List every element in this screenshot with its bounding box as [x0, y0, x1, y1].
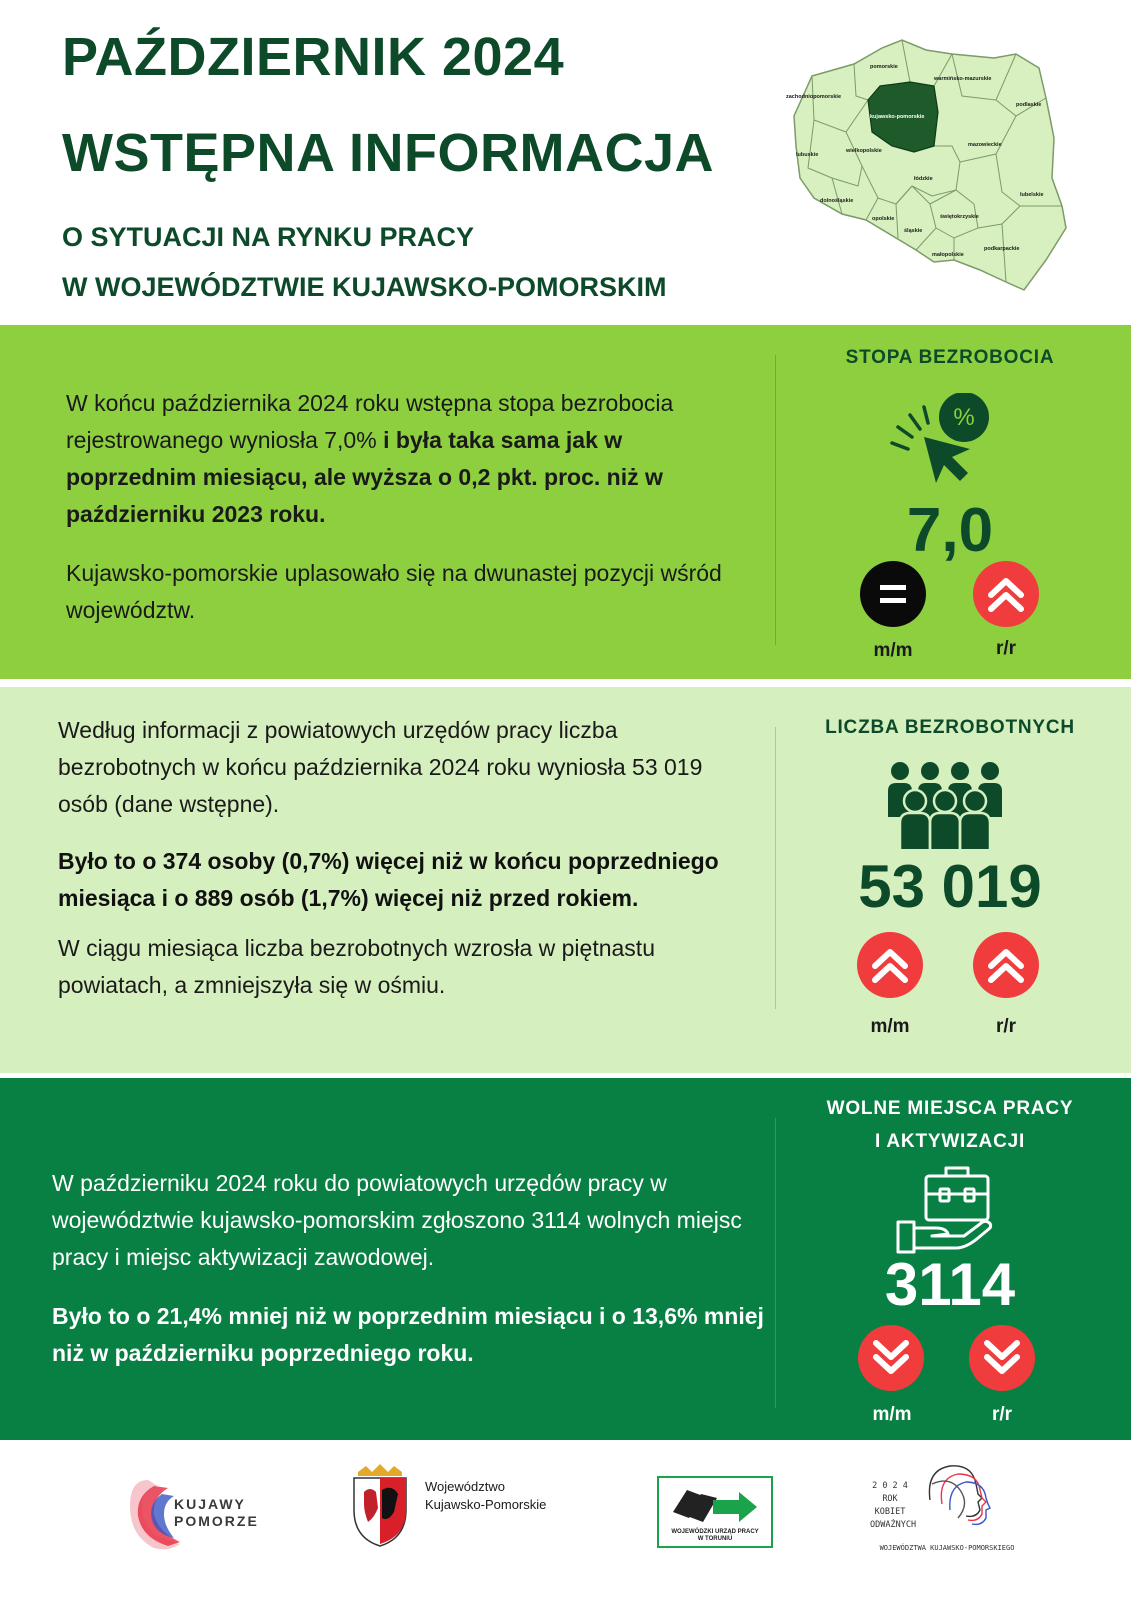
page-subtitle-secondary: W WOJEWÓDZTWIE KUJAWSKO-POMORSKIM	[62, 272, 667, 302]
rok-kobiet-subtext: WOJEWÓDZTWA KUJAWSKO-POMORSKIEGO	[879, 1544, 1015, 1552]
mm-label: m/m	[870, 1016, 910, 1037]
region-label: opolskie	[872, 216, 895, 222]
rok-kobiet-logo	[862, 1460, 1042, 1570]
unemployed-count-section	[0, 687, 1131, 1073]
region-label: warmińsko-mazurskie	[934, 76, 992, 82]
header	[0, 0, 1131, 325]
region-label: mazowieckie	[968, 142, 1002, 148]
rr-trend-up	[971, 930, 1041, 1000]
mm-label: m/m	[872, 1404, 912, 1425]
panel-title-line: I AKTYWIZACJI	[874, 1131, 1026, 1152]
rr-label: r/r	[991, 1404, 1013, 1425]
logo-text: ODWAŻNYCH	[870, 1520, 917, 1530]
rr-label: r/r	[995, 638, 1017, 659]
svg-text:%: %	[953, 404, 975, 431]
panel-title-line: WOLNE MIEJSCA PRACY	[826, 1098, 1074, 1119]
rate-value: 7,0	[906, 496, 994, 565]
logo-text: WOJEWÓDZKI URZĄD PRACY	[671, 1529, 759, 1535]
briefcase-hand-icon	[896, 1164, 996, 1256]
footer-logos	[0, 1440, 1131, 1599]
mm-trend-equal	[858, 559, 928, 629]
count-districts: W ciągu miesiąca liczba bezrobotnych wzrosła w piętnastu powiatach, a zmniejszyła się w ośmiu.	[58, 935, 655, 998]
mm-label: m/m	[873, 640, 913, 661]
people-group-icon	[884, 759, 1006, 851]
wup-arrow-icon	[669, 1482, 763, 1526]
unemployment-rate-section	[0, 325, 1131, 679]
logo-text: W TORUNIU	[697, 1536, 733, 1542]
poland-map	[784, 28, 1084, 298]
region-label: śląskie	[904, 228, 923, 234]
page-title: PAŹDZIERNIK 2024	[62, 27, 565, 87]
offers-change: Było to o 21,4% mniej niż w poprzednim miesiącu i o 13,6% mniej niż w październiku poprzedniego roku.	[52, 1303, 764, 1366]
wup-torun-logo	[657, 1476, 773, 1548]
divider	[775, 1118, 776, 1408]
region-label: zachodniopomorskie	[786, 94, 842, 100]
region-label: pomorskie	[870, 64, 898, 70]
logo-text: Województwo	[425, 1479, 505, 1494]
coat-of-arms-icon	[350, 1460, 410, 1548]
ranking-text: Kujawsko-pomorskie uplasowało się na dwunastej pozycji wśród województw.	[66, 560, 722, 623]
poland-outline	[794, 40, 1066, 290]
region-label: lubuskie	[796, 152, 819, 158]
mm-trend-down	[856, 1323, 926, 1393]
wup-caption	[659, 1529, 771, 1543]
count-change: Było to o 374 osoby (0,7%) więcej niż w końcu poprzedniego miesiąca i o 889 osób (1,7%) więcej niż przed rokiem.	[58, 848, 719, 911]
women-profiles-icon	[920, 1460, 992, 1536]
wojewodztwo-logo	[350, 1460, 580, 1560]
region-label: kujawsko-pomorskie	[870, 114, 925, 120]
panel-title: LICZBA BEZROBOTNYCH	[825, 717, 1075, 738]
rate-description	[66, 385, 756, 533]
rok-kobiet-text	[870, 1480, 917, 1532]
kujawy-pomorze-logo	[128, 1476, 268, 1556]
region-label: świętokrzyskie	[940, 214, 979, 220]
region-label: małopolskie	[932, 252, 964, 258]
rr-trend-down	[967, 1323, 1037, 1393]
region-label: dolnośląskie	[820, 198, 854, 204]
page-subtitle: O SYTUACJI NA RYNKU PRACY	[62, 222, 475, 252]
count-value: 53 019	[858, 853, 1042, 920]
job-offers-section	[0, 1078, 1131, 1440]
divider	[775, 727, 776, 1009]
mm-trend-up	[855, 930, 925, 1000]
kujawy-pomorze-text	[174, 1496, 259, 1530]
logo-text: ROK KOBIET	[874, 1494, 906, 1517]
region-label: wielkopolskie	[846, 148, 882, 154]
rate-text-bold: i była taka sama jak w poprzednim miesiącu, ale wyższa o 0,2 pkt. proc. niż w październiku 2023 roku.	[66, 427, 663, 527]
rate-text: W końcu października 2024 roku wstępna stopa bezrobocia rejestrowanego wyniosła 7,0%	[66, 390, 674, 453]
count-description: Według informacji z powiatowych urzędów pracy liczba bezrobotnych w końcu października 2024 roku wyniosła 53 019 osób (dane wstępne).	[58, 717, 703, 817]
offers-value: 3114	[884, 1251, 1016, 1318]
panel-title	[790, 1092, 1110, 1158]
region-label: podkarpackie	[984, 246, 1020, 252]
page-title-secondary: WSTĘPNA INFORMACJA	[62, 123, 714, 183]
logo-text: 2 0 2 4	[872, 1481, 908, 1491]
rr-trend-up	[971, 559, 1041, 629]
panel-title: STOPA BEZROBOCIA	[845, 347, 1055, 368]
wojewodztwo-text	[425, 1478, 546, 1514]
rr-label: r/r	[995, 1016, 1017, 1037]
offers-description: W październiku 2024 roku do powiatowych urzędów pracy w województwie kujawsko-pomorskim zgłoszono 3114 wolnych miejsc pracy i miejsc aktywizacji zawodowej.	[52, 1170, 742, 1270]
region-label: podlaskie	[1016, 102, 1042, 108]
percent-cursor-icon	[890, 393, 1000, 488]
logo-text: Kujawsko-Pomorskie	[425, 1497, 547, 1512]
logo-text: KUJAWY	[174, 1496, 246, 1512]
region-label: lubelskie	[1020, 192, 1044, 198]
region-label: łódzkie	[914, 176, 933, 182]
logo-text: POMORZE	[174, 1513, 259, 1529]
divider	[775, 355, 776, 645]
